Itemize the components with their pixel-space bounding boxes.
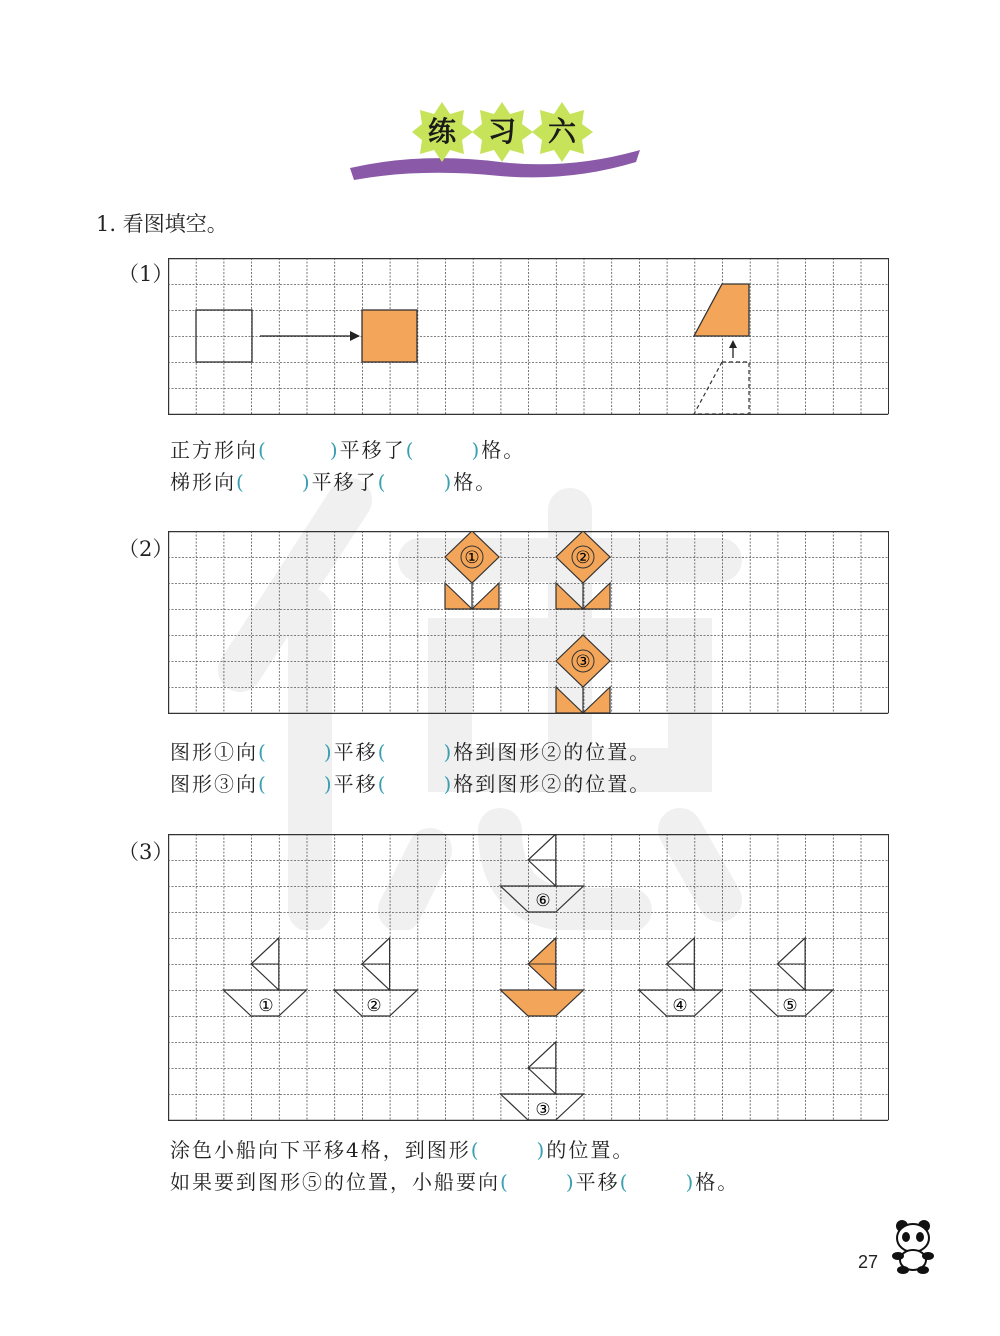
grid-part2 [168, 531, 889, 714]
boat-colored-hull [500, 990, 583, 1016]
page-number: 27 [858, 1252, 879, 1272]
flower-2-leaf-left [556, 583, 583, 609]
trapezoid-original [694, 362, 749, 414]
flower-3-leaf-right [583, 687, 610, 713]
title-banner [340, 100, 650, 190]
part2-label: （2） [118, 537, 174, 561]
part1-line1: 正方形向( )平移了( )格。 [170, 438, 526, 462]
boat-label-6: ⑥ [535, 891, 551, 911]
arrow-right-head [350, 331, 360, 341]
flower-1-label: ① [464, 548, 480, 568]
trapezoid-moved [694, 284, 749, 336]
boat-label-3: ③ [535, 1100, 551, 1120]
boat-label-1: ① [258, 996, 274, 1016]
title-char-3: 六 [547, 115, 576, 148]
title-char-1: 练 [427, 115, 456, 148]
flower-3-label: ③ [575, 652, 591, 672]
part3-line2: 如果要到图形⑤的位置，小船要向( )平移( )格。 [170, 1170, 740, 1194]
title-char-2: 习 [487, 115, 516, 148]
part3-line1: 涂色小船向下平移4格，到图形( )的位置。 [170, 1138, 635, 1162]
part1-line2: 梯形向( )平移了( )格。 [170, 470, 498, 494]
flower-2-leaf-right [583, 583, 610, 609]
grid-part1 [168, 258, 889, 415]
part3-label: （3） [118, 840, 174, 864]
boat-label-2: ② [366, 996, 382, 1016]
flower-2-label: ② [575, 548, 591, 568]
boat-label-4: ④ [672, 996, 688, 1016]
flower-1-leaf-left [445, 583, 472, 609]
boat-label-5: ⑤ [782, 996, 798, 1016]
arrow-up-head [729, 340, 737, 348]
part2-line2: 图形③向( )平移( )格到图形②的位置。 [170, 772, 652, 796]
panda-mascot-icon [888, 1218, 938, 1274]
square-moved [362, 310, 417, 362]
part2-line1: 图形①向( )平移( )格到图形②的位置。 [170, 740, 652, 764]
part1-label: （1） [118, 262, 174, 286]
flower-3-leaf-left [556, 687, 583, 713]
flower-1-leaf-right [472, 583, 499, 609]
question-title: 1. 看图填空。 [96, 212, 228, 236]
grid-part3 [168, 834, 889, 1121]
